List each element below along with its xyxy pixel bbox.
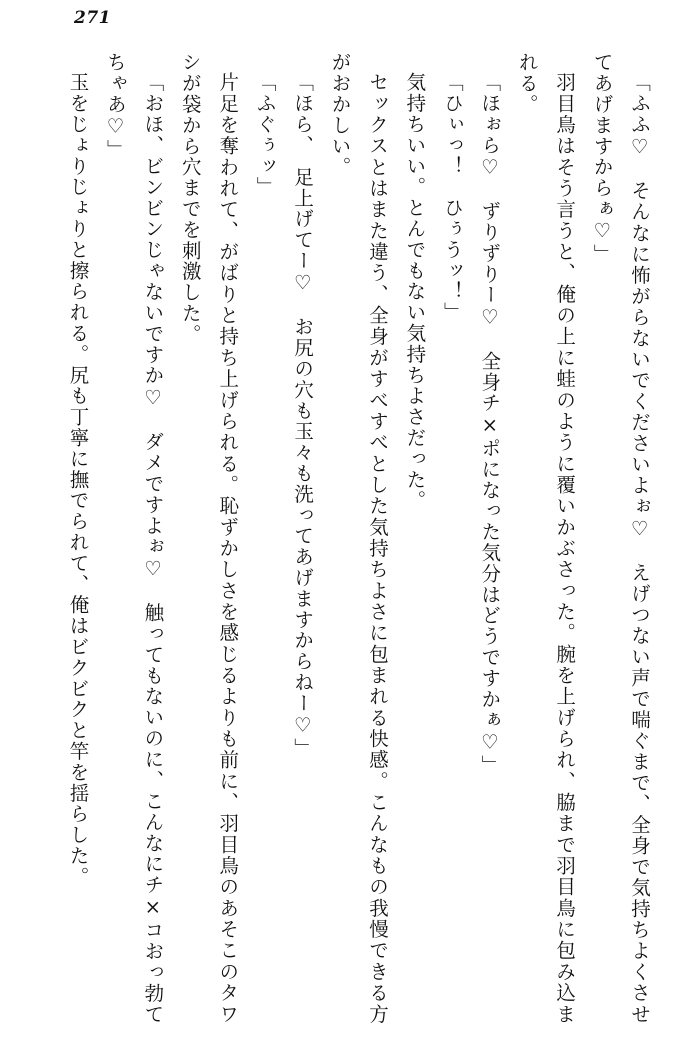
paragraph: 片足を奪われて、がばりと持ち上げられる。恥ずかしさを感じるよりも前に、羽目鳥のあそこのタワシが袋から穴までを刺激した。 <box>178 52 240 1024</box>
paragraph: 気持ちいい。とんでもない気持ちよさだった。 <box>403 71 427 511</box>
paragraph: 「ほら、 足上げてー♡ お尻の穴も玉々も洗ってあげますからねー♡」 <box>291 71 315 759</box>
paragraph: 「おほ、ビンビンじゃないですか♡ ダメですよぉ♡ 触ってもないのに、こんなにチ×コおっ勃てちゃあ♡」 <box>103 52 165 1024</box>
paragraph: 「ふぐぅッ」 <box>253 71 277 197</box>
paragraph: セックスとはまた違う、全身がすべすべとした気持ちよさに包まれる快感。こんなもの我慢できる方がおかしい。 <box>328 52 389 1024</box>
paragraph: 羽目鳥はそう言うと、俺の上に蛙のように覆いかぶさった。腕を上げられ、脇まで羽目鳥に包み込まれる。 <box>515 52 577 1024</box>
paragraph: 「ふふ♡ そんなに怖がらないでくださいよぉ♡ えげつない声で喘ぐまで、全身で気持ちよくさせてあげますからぁ♡」 <box>590 52 651 1024</box>
page-body-text <box>42 52 658 1024</box>
paragraph: 「ほぉら♡ ずりずりー♡ 全身チ×ポになった気分はどうですかぁ♡」 <box>478 71 502 776</box>
page-number: 271 <box>74 8 111 28</box>
paragraph: 「ひぃっ！ ひぅうッ！」 <box>440 71 464 323</box>
paragraph: 玉をじょりじょりと擦られる。尻も丁寧に撫でられて、俺はビクビクと竿を揺らした。 <box>66 71 90 887</box>
